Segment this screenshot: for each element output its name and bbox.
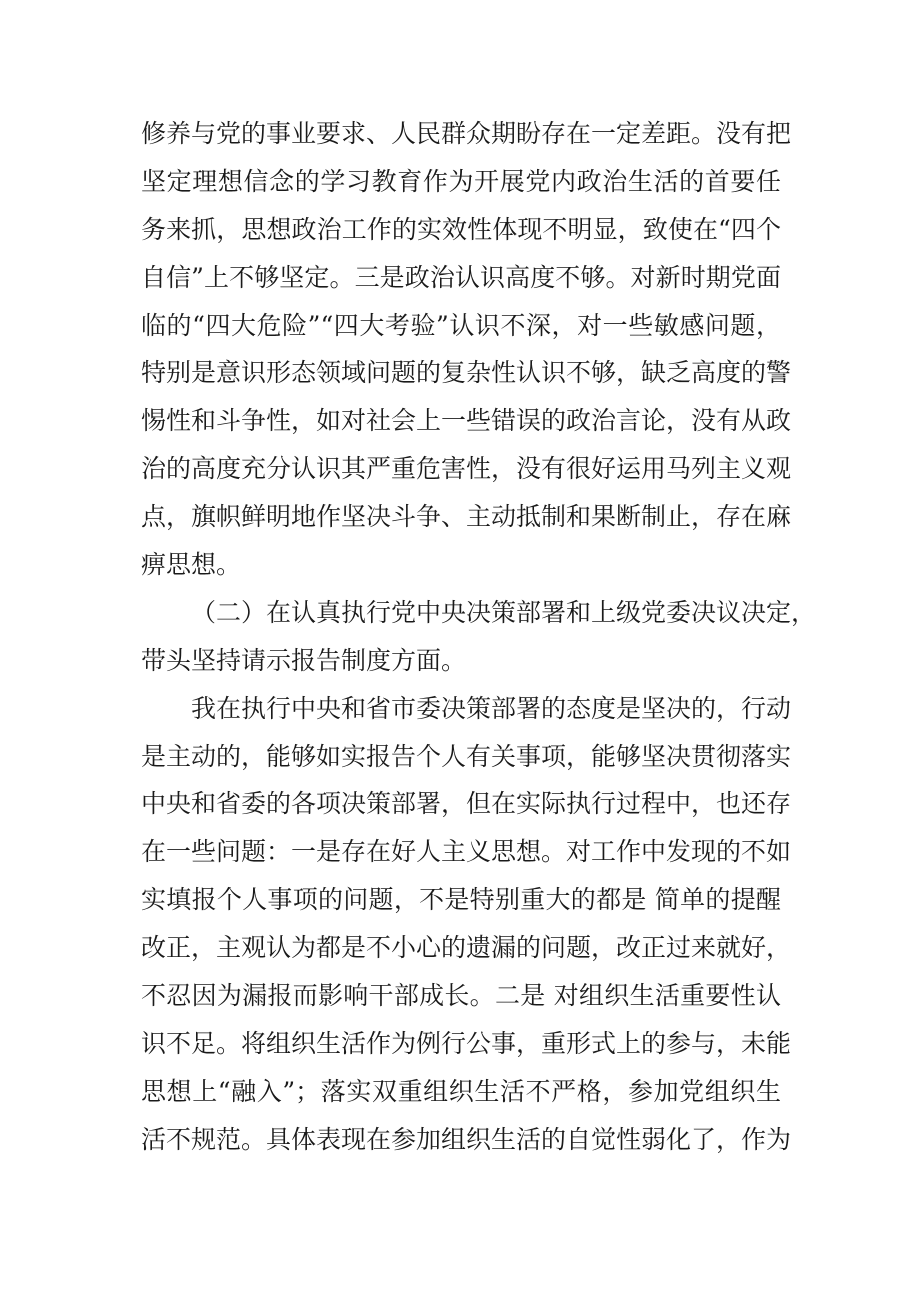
text-line: 是主动的，能够如实报告个人有关事项，能够坚决贯彻落实 (141, 741, 792, 771)
text-line: 我在执行中央和省市委决策部署的态度是坚决的，行动 (191, 693, 792, 723)
text-line: 特别是意识形态领域问题的复杂性认识不够，缺乏高度的警 (141, 358, 792, 388)
text-line: 实填报个人事项的问题，不是特别重大的都是 简单的提醒 (141, 885, 781, 915)
text-line: 点，旗帜鲜明地作坚决斗争、主动抵制和果断制止，存在麻 (141, 502, 792, 532)
body-text (141, 110, 817, 1164)
text-line: 修养与党的事业要求、人民群众期盼存在一定差距。没有把 (141, 119, 792, 148)
text-line: 改正，主观认为都是不小心的遗漏的问题，改正过来就好， (141, 933, 792, 963)
text-line: 中央和省委的各项决策部署，但在实际执行过程中，也还存 (141, 789, 792, 819)
text-line: 坚定理想信念的学习教育作为开展党内政治生活的首要任 (141, 166, 781, 196)
text-line: 思想上“融入”；落实双重组织生活不严格，参加党组织生 (141, 1076, 781, 1106)
text-line: 治的高度充分认识其严重危害性，没有很好运用马列主义观 (141, 454, 792, 484)
text-line: 痹思想。 (141, 550, 242, 580)
text-line: 不忍因为漏报而影响干部成长。二是 对组织生活重要性认 (141, 981, 781, 1011)
text-line: 活不规范。具体表现在参加组织生活的自觉性弱化了，作为 (141, 1124, 792, 1154)
text-line: 惕性和斗争性，如对社会上一些错误的政治言论，没有从政 (141, 406, 792, 436)
text-line: 自信”上不够坚定。三是政治认识高度不够。对新时期党面 (141, 262, 781, 292)
text-line: 务来抓，思想政治工作的实效性体现不明显，致使在“四个 (141, 214, 781, 244)
text-line: 识不足。将组织生活作为例行公事，重形式上的参与，未能 (141, 1028, 792, 1058)
text-line: 在一些问题：一是存在好人主义思想。对工作中发现的不如 (141, 837, 792, 867)
section-heading-line: 带头坚持请示报告制度方面。 (141, 645, 467, 675)
text-line: 临的“四大危险”“四大考验”认识不深，对一些敏感问题， (141, 310, 781, 340)
section-heading-line: （二）在认真执行党中央决策部署和上级党委决议决定， (191, 597, 817, 627)
